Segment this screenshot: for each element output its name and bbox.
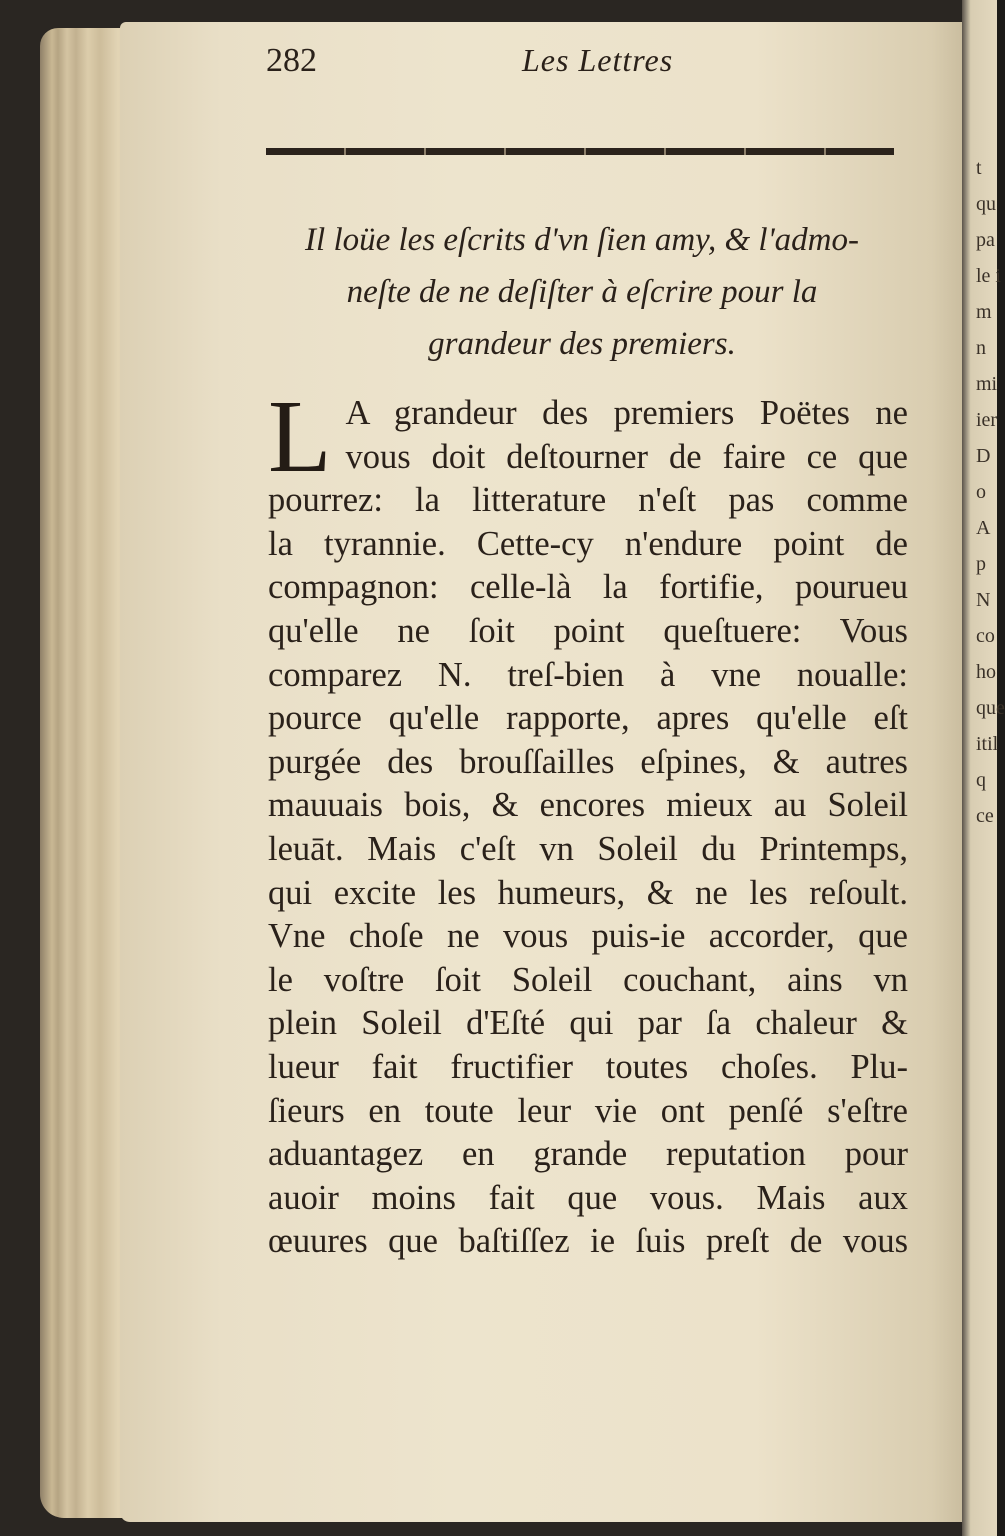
letter-headnote — [262, 214, 902, 370]
headnote-line: Il loüe les eſcrits d'vn ſien amy, & l'admo- — [305, 222, 859, 258]
page-number: 282 — [266, 42, 317, 79]
body-line: pourrez: la litterature n'eſt pas comme — [268, 481, 908, 520]
body-line: lueur fait fructifier toutes choſes. Plu- — [268, 1047, 908, 1086]
body-line: qu'elle ne ſoit point queſtuere: Vous — [268, 611, 908, 650]
body-line: plein Soleil d'Eſté qui par ſa chaleur & — [268, 1004, 908, 1043]
body-line: qui excite les humeurs, & ne les reſoult. — [268, 873, 908, 912]
body-line: vous doit deſtourner de faire ce que — [345, 437, 908, 476]
body-line: leuāt. Mais c'eſt vn Soleil du Printemps, — [268, 829, 908, 868]
headnote-line: grandeur des premiers. — [428, 326, 736, 362]
body-line: pource qu'elle rapporte, apres qu'elle eſt — [268, 699, 908, 738]
body-line: auoir moins fait que vous. Mais aux — [268, 1178, 908, 1217]
headnote-line: neſte de ne deſiſter à eſcrire pour la — [346, 274, 818, 310]
letter-body — [268, 379, 908, 1264]
body-line: compagnon: celle-là la fortifie, pourueu — [268, 568, 908, 607]
body-line: ſieurs en toute leur vie ont penſé s'eſtre — [268, 1091, 908, 1130]
body-line: le voſtre ſoit Soleil couchant, ains vn — [268, 960, 908, 999]
body-line: aduantagez en grande reputation pour — [268, 1135, 908, 1174]
body-line: œuures que baſtiſſez ie ſuis preſt de vous — [268, 1222, 908, 1261]
facing-page-text: t qu pa le i m n mi ier D o A p N co ho que itil q ce — [976, 157, 1005, 827]
drop-cap: L — [268, 379, 332, 494]
body-line: A grandeur des premiers Poëtes ne — [345, 394, 908, 432]
page-header — [266, 38, 696, 88]
body-line: purgée des brouſſailles eſpines, & autres — [268, 742, 908, 781]
body-line: Vne choſe ne vous puis-ie accorder, que — [268, 917, 908, 956]
body-line: comparez N. treſ-bien à vne noualle: — [268, 655, 908, 694]
body-line: mauuais bois, & encores mieux au Soleil — [268, 786, 908, 825]
running-title: Les Lettres — [522, 42, 674, 78]
body-line: la tyrannie. Cette-cy n'endure point de — [268, 524, 908, 563]
ornamental-rule — [266, 148, 894, 155]
